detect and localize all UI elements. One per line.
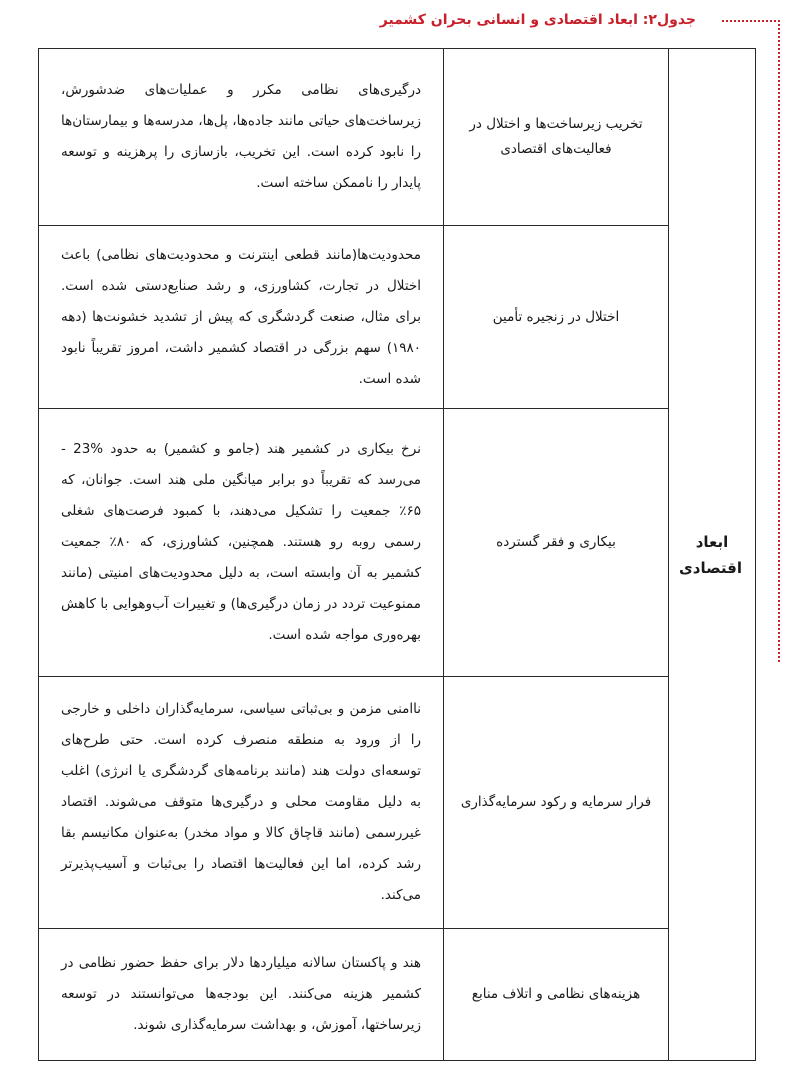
description-cell: هند و پاکستان سالانه میلیاردها دلار برای حفظ حضور نظامی در کشمیر هزینه می‌کنند. این بودجه‌ها می‌توانستند در توسعه زیرساختها، آموزش، و بهداشت سرمایه‌گذاری شوند.: [39, 929, 444, 1061]
description-cell: درگیری‌های نظامی مکرر و عملیات‌های ضدشورش، زیرساخت‌های حیاتی مانند جاده‌ها، پل‌ها، مدرسه‌ها و بیمارستان‌ها را نابود کرده است. این تخریب، بازسازی را پرهزینه و توسعه پایدار را ناممکن ساخته است.: [39, 49, 444, 226]
issue-cell: تخریب زیرساخت‌ها و اختلال در فعالیت‌های اقتصادی: [444, 49, 669, 226]
issue-cell: اختلال در زنجیره تأمین: [444, 226, 669, 409]
issue-cell: بیکاری و فقر گسترده: [444, 409, 669, 677]
table-row: [39, 49, 756, 226]
description-cell: ناامنی مزمن و بی‌ثباتی سیاسی، سرمایه‌گذاران داخلی و خارجی را از ورود به منطقه منصرف کرده است. حتی طرح‌های توسعه‌ای دولت هند (مانند برنامه‌های گردشگری یا انرژی) اغلب به دلیل مقاومت محلی و درگیری‌ها متوقف می‌شوند. اقتصاد غیررسمی (مانند قاچاق کالا و مواد مخدر) به‌عنوان مکانیسم بقا رشد کرده، اما این فعالیت‌ها اقتصاد را بی‌ثبات و آسیب‌پذیرتر می‌کند.: [39, 677, 444, 929]
description-cell: محدودیت‌ها(مانند قطعی اینترنت و محدودیت‌های نظامی) باعث اختلال در تجارت، کشاورزی، و رشد صنایع‌دستی شده است. برای مثال، صنعت گردشگری که پیش از تشدید خشونت‌ها (دهه ۱۹۸۰) سهم بزرگی در اقتصاد کشمیر داشت، امروز تقریباً نابود شده است.: [39, 226, 444, 409]
description-cell: نرخ بیکاری در کشمیر هند (جامو و کشمیر) به حدود %23 - می‌رسد که تقریباً دو برابر میانگین ملی هند است. جوانان، که ۶۵٪ جمعیت را تشکیل می‌دهند، با کمبود فرصت‌های شغلی رسمی روبه رو هستند. همچنین، کشاورزی، که ۸۰٪ جمعیت کشمیر به آن وابسته است، به دلیل محدودیت‌های امنیتی (مانند ممنوعیت تردد در زمان درگیری‌ها) و تغییرات آب‌وهوایی با کاهش بهره‌وری مواجه شده است.: [39, 409, 444, 677]
caption-dotted-leader: [722, 20, 780, 22]
table-caption: جدول۲: ابعاد اقتصادی و انسانی بحران کشمیر: [379, 12, 696, 28]
table-row: [39, 226, 756, 409]
category-cell: [669, 49, 756, 1061]
issue-cell: فرار سرمایه و رکود سرمایه‌گذاری: [444, 677, 669, 929]
table-row: [39, 677, 756, 929]
issue-cell: هزینه‌های نظامی و اتلاف منابع: [444, 929, 669, 1061]
category-label: ابعاد اقتصادی: [679, 532, 742, 577]
caption-area: [0, 0, 800, 40]
economic-dimensions-table: [38, 48, 756, 1061]
table-row: [39, 929, 756, 1061]
caption-dotted-bracket: [778, 20, 780, 662]
table-row: [39, 409, 756, 677]
